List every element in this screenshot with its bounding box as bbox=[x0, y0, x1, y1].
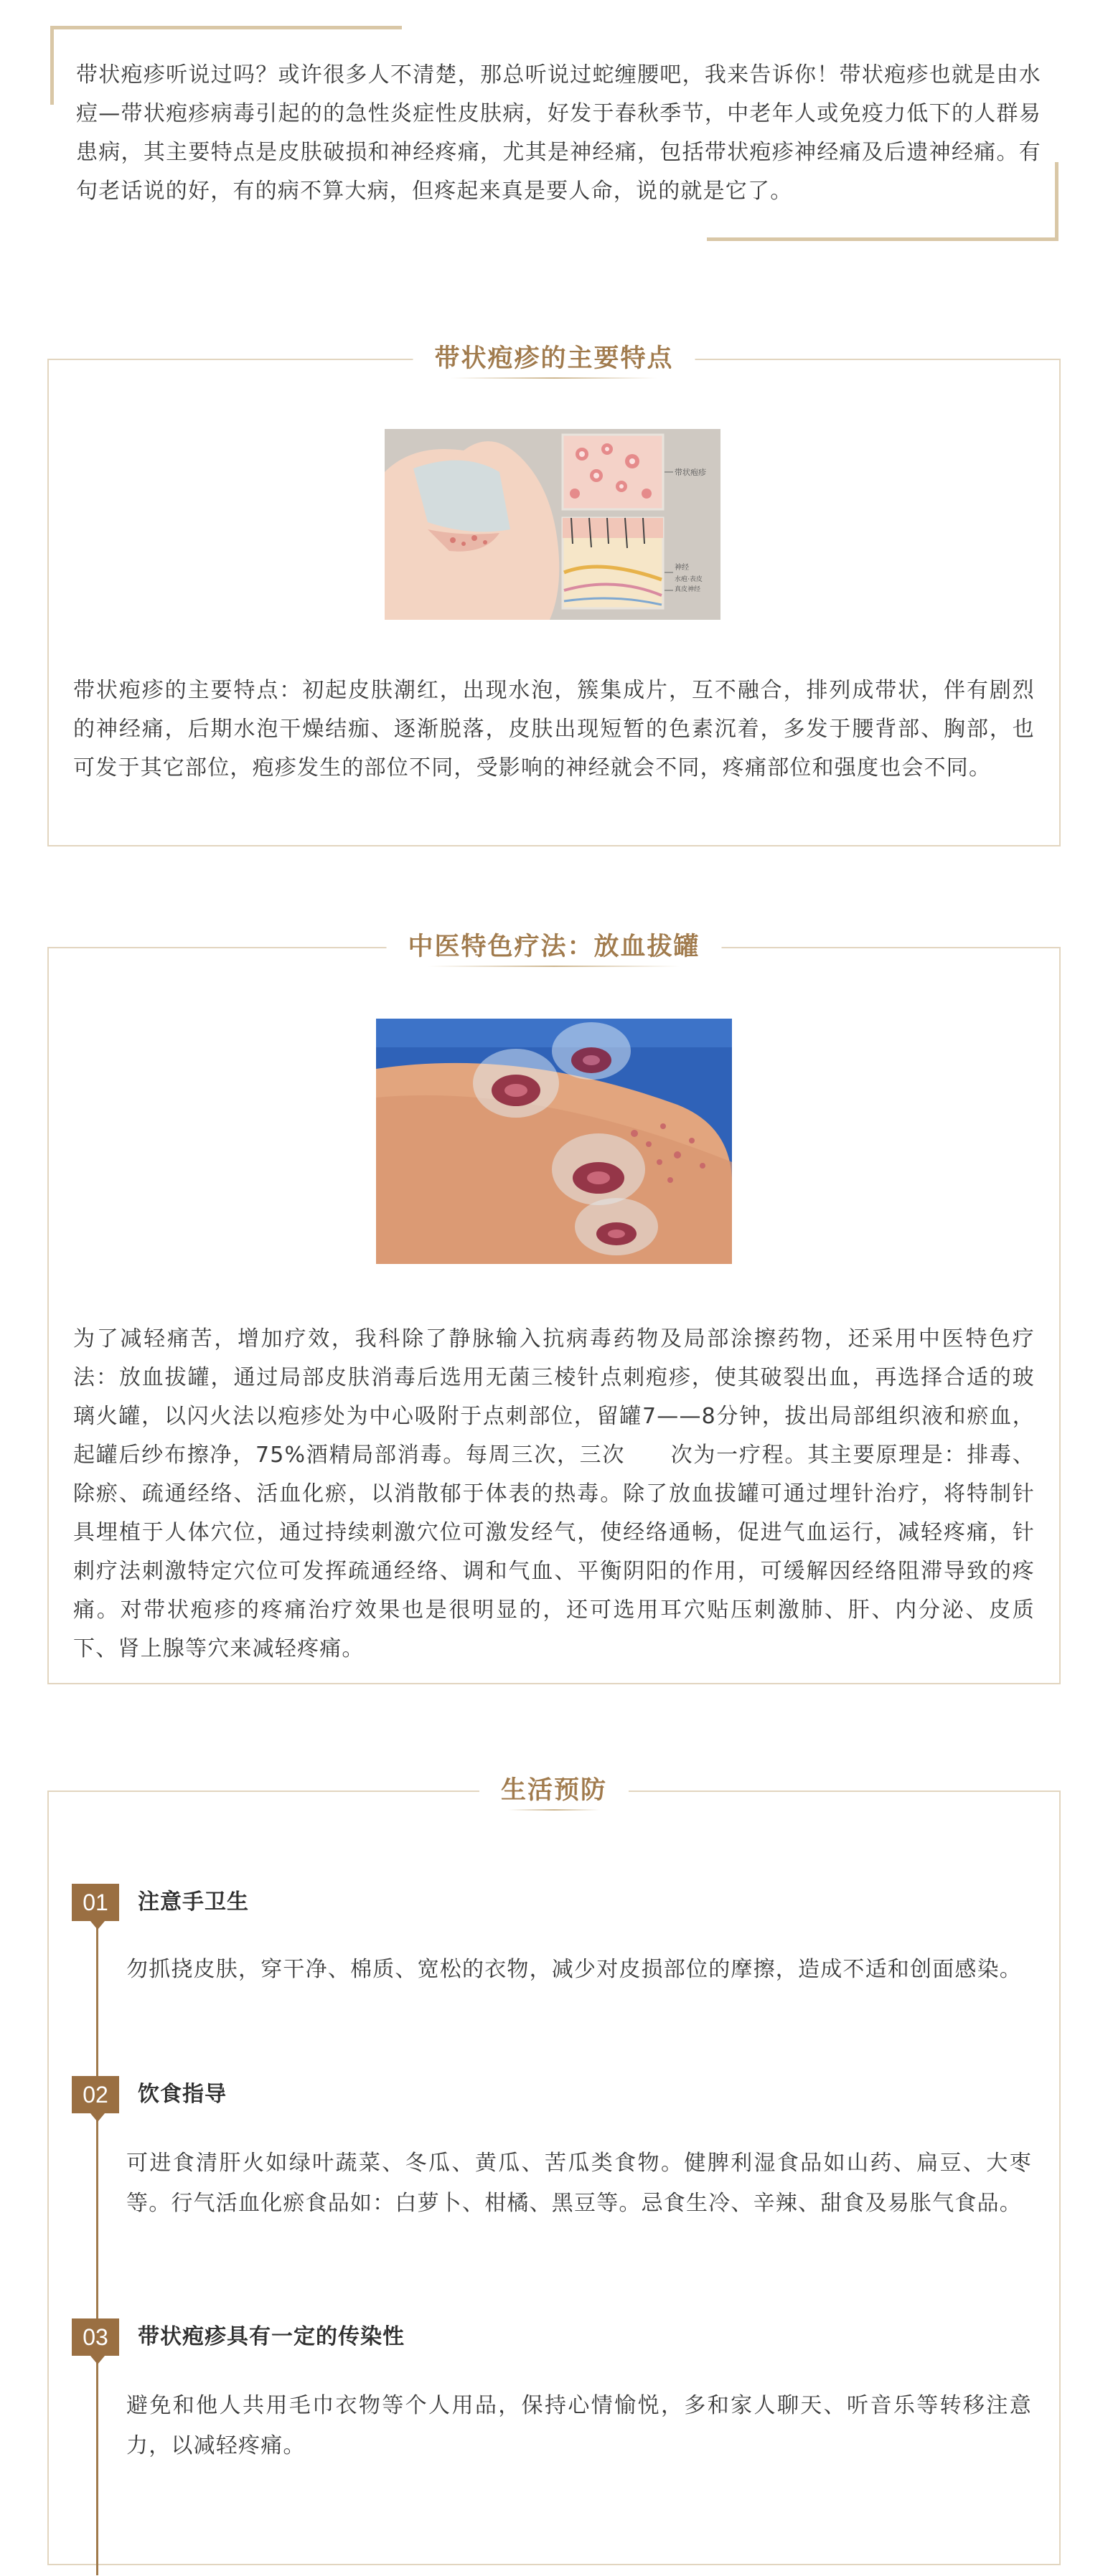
section-title: 带状疱疹的主要特点 bbox=[434, 344, 674, 373]
shingles-illustration-graphic bbox=[385, 429, 720, 620]
therapy-paragraph: 为了减轻痛苦，增加疗效，我科除了静脉输入抗病毒药物及局部涂擦药物，还采用中医特色疗法：放血拔罐，通过局部皮肤消毒后选用无菌三棱针点刺疱疹，使其破裂出血，再选择合适的玻璃火罐，以闪火法以疱疹处为中心吸附于点刺部位，留罐7——8分钟，拔出局部组织液和瘀血，起罐后纱布擦净，75%酒精局部消毒。每周三次，三次 次为一疗程。其主要原理是：排毒、除瘀、疏通经络、活血化瘀，以消散郁于体表的热毒。除了放血拔罐可通过埋针治疗，将特制针具埋植于人体穴位，通过持续刺激穴位可激发经气，使经络通畅，促进气血运行，减轻疼痛，针刺疗法刺激特定穴位可发挥疏通经络、调和气血、平衡阴阳的作用，可缓解因经络阻滞导致的疼痛。对带状疱疹的疼痛治疗效果也是很明显的，还可选用耳穴贴压刺激肺、肝、内分泌、皮质下、肾上腺等穴来减轻疼痛。 bbox=[73, 1326, 1035, 1661]
intro-paragraph: 带状疱疹听说过吗？或许很多人不清楚，那总听说过蛇缠腰吧，我来告诉你！带状疱疹也就是由水痘—带状疱疹病毒引起的的急性炎症性皮肤病，好发于春秋季节，中老年人或免疫力低下的人群易患病，其主要特点是皮肤破损和神经疼痛，尤其是神经痛，包括带状疱疹神经痛及后遗神经痛。有句老话说的好，有的病不算大病，但疼起来真是要人命，说的就是它了。 bbox=[76, 62, 1041, 204]
figure-label-rash: 带状疱疹 bbox=[675, 468, 706, 477]
figure-label-dermis: 真皮神经 bbox=[675, 586, 701, 593]
cupping-photo bbox=[376, 1019, 732, 1264]
item-title: 带状疱疹具有一定的传染性 bbox=[138, 2324, 405, 2349]
timeline-line bbox=[96, 1887, 98, 2575]
item-number-badge: 02 bbox=[72, 2076, 119, 2113]
section-title: 中医特色疗法：放血拔罐 bbox=[408, 933, 700, 961]
item-text: 避免和他人共用毛巾衣物等个人用品，保持心情愉悦，多和家人聊天、听音乐等转移注意力，以减轻疼痛。 bbox=[126, 2393, 1032, 2458]
section-header bbox=[413, 339, 695, 379]
section-title: 生活预防 bbox=[500, 1776, 608, 1805]
item-number-badge: 01 bbox=[72, 1884, 119, 1921]
section-header bbox=[479, 1770, 629, 1811]
cupping-photo-graphic bbox=[376, 1019, 732, 1264]
features-paragraph: 带状疱疹的主要特点：初起皮肤潮红，出现水泡，簇集成片，互不融合，排列成带状，伴有剧烈的神经痛，后期水泡干燥结痂、逐渐脱落，皮肤出现短暂的色素沉着，多发于腰背部、胸部，也可发于其它部位，疱疹发生的部位不同，受影响的神经就会不同，疼痛部位和强度也会不同。 bbox=[73, 678, 1035, 780]
item-text: 勿抓挠皮肤，穿干净、棉质、宽松的衣物，减少对皮损部位的摩擦，造成不适和创面感染。 bbox=[126, 1957, 1022, 1982]
shingles-illustration bbox=[385, 429, 720, 620]
item-number-badge: 03 bbox=[72, 2318, 119, 2356]
features-section bbox=[47, 344, 1061, 846]
figure-label-blister: 水疱·表皮 bbox=[675, 576, 703, 583]
item-text: 可进食清肝火如绿叶蔬菜、冬瓜、黄瓜、苦瓜类食物。健脾利湿食品如山药、扁豆、大枣等。行气活血化瘀食品如：白萝卜、柑橘、黑豆等。忌食生冷、辛辣、甜食及易胀气食品。 bbox=[126, 2151, 1032, 2216]
item-title: 注意手卫生 bbox=[138, 1889, 249, 1915]
prevention-section bbox=[47, 1776, 1061, 2565]
section-header bbox=[386, 927, 721, 967]
intro-quote-box bbox=[50, 26, 1058, 241]
figure-label-nerve: 神经 bbox=[675, 564, 689, 572]
item-title: 饮食指导 bbox=[138, 2082, 227, 2107]
therapy-section bbox=[47, 933, 1061, 1684]
